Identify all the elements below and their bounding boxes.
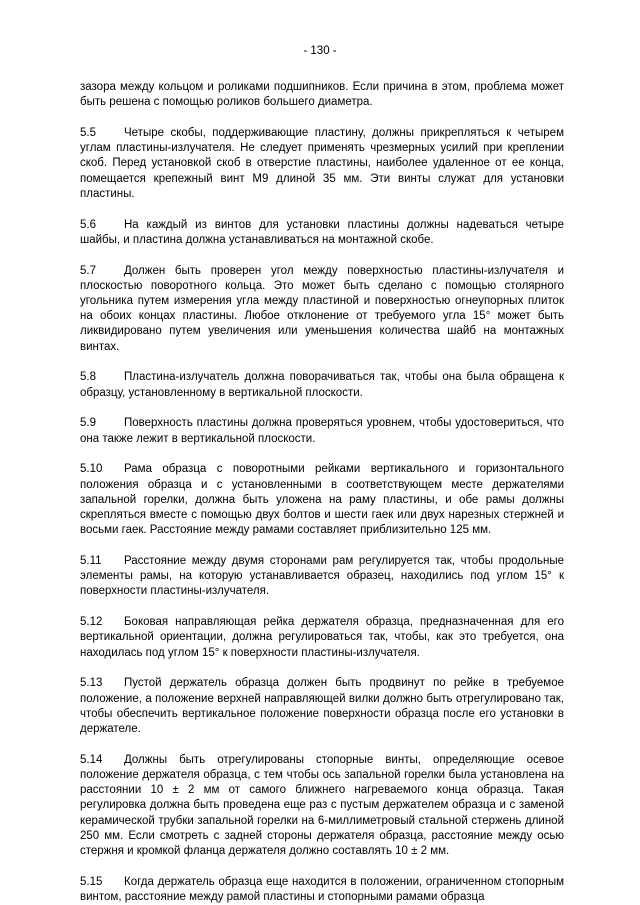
paragraph-text: Должен быть проверен угол между поверхностью пластины-излучателя и плоскостью поворотного кольца. Это может быть сделано с помощью столярного угольника путем измерения угла между пластиной и поверхностью огнеупорных плиток на обоих концах пластины. Любое отклонение от требуемого угла 15° может быть ликвидировано путем увеличения или уменьшения количества шайб на монтажных винтах. bbox=[80, 264, 564, 353]
paragraph-number: 5.10 bbox=[80, 463, 103, 476]
paragraph-5-14 bbox=[80, 753, 564, 859]
document-body bbox=[80, 80, 564, 905]
paragraph-5-8 bbox=[80, 370, 564, 400]
paragraph-5-6 bbox=[80, 218, 564, 248]
paragraph-text: Четыре скобы, поддерживающие пластину, должны прикрепляться к четырем углам пластины-излучателя. Не следует применять чрезмерных усилий при креплении скоб. Перед установкой скоб в отверстие пластины, наиболее удаленное от ее конца, помещается крепежный винт M9 длиной 35 мм. Эти винты служат для установки пластины. bbox=[80, 127, 564, 200]
paragraph-number: 5.8 bbox=[80, 371, 96, 384]
paragraph-number: 5.12 bbox=[80, 616, 103, 629]
paragraph-text: Рама образца с поворотными рейками вертикального и горизонтального положения образца и с установленными в соответствующем месте держателями запальной горелки, должна быть уложена на раму пластины, и обе рамы должны скрепляться вместе с помощью двух болтов и шести гаек или двух нарезных стержней и восьми гаек. Расстояние между рамами составляет приблизительно 125 мм. bbox=[80, 463, 564, 537]
paragraph-5-11 bbox=[80, 554, 564, 600]
paragraph-number: 5.9 bbox=[80, 417, 96, 430]
paragraph-5-9 bbox=[80, 416, 564, 446]
paragraph-text: Пластина-излучатель должна поворачиваться так, чтобы она была обращена к образцу, установленному в вертикальной плоскости. bbox=[80, 371, 564, 399]
paragraph-text: Боковая направляющая рейка держателя образца, предназначенная для его вертикальной ориентации, должна регулироваться так, чтобы, как это требуется, она находилась под углом 15° к поверхности пластины-излучателя. bbox=[80, 616, 564, 659]
paragraph-number: 5.13 bbox=[80, 677, 103, 690]
paragraph-text: Должны быть отрегулированы стопорные винты, определяющие осевое положение держателя образца, с тем чтобы ось запальной горелки была установлена на расстоянии 10 ± 2 мм от самого ближнего нагреваемого конца образца. Такая регулировка должна быть проведена еще раз с пустым держателем образца и с заменой керамической трубки запальной горелки на 6-миллиметровый стальной стержень длиной 250 мм. Если смотреть с задней стороны держателя образца, расстояние между осью стержня и кромкой фланца держателя должно составлять 10 ± 2 мм. bbox=[80, 753, 564, 858]
paragraph-number: 5.6 bbox=[80, 218, 96, 231]
page-number: - 130 - bbox=[303, 45, 337, 57]
paragraph-text: Расстояние между двумя сторонами рам регулируется так, чтобы продольные элементы рамы, на которую устанавливается образец, находились под углом 15° к поверхности пластины-излучателя. bbox=[80, 555, 564, 598]
paragraph-number: 5.11 bbox=[80, 555, 102, 568]
paragraph-5-13 bbox=[80, 676, 564, 737]
paragraph-number: 5.14 bbox=[80, 753, 103, 766]
paragraph-5-10 bbox=[80, 462, 564, 538]
paragraph-number: 5.7 bbox=[80, 264, 96, 277]
paragraph-number: 5.15 bbox=[80, 875, 103, 888]
paragraph-text: Пустой держатель образца должен быть продвинут по рейке в требуемое положение, а положение верхней направляющей вилки должно быть отрегулировано так, чтобы обеспечить вертикальное положение поверхности образца после его установки в держателе. bbox=[80, 677, 564, 736]
paragraph-5-15 bbox=[80, 875, 564, 905]
paragraph-5-5 bbox=[80, 126, 564, 202]
intro-paragraph: зазора между кольцом и роликами подшипников. Если причина в этом, проблема может быть решена с помощью роликов большего диаметра. bbox=[80, 81, 564, 109]
paragraph-text: Поверхность пластины должна проверяться уровнем, чтобы удостовериться, что она также лежит в вертикальной плоскости. bbox=[80, 417, 564, 445]
paragraph-text: На каждый из винтов для установки пластины должны надеваться четыре шайбы, и пластина должна устанавливаться на монтажной скобе. bbox=[80, 218, 564, 246]
paragraph-5-12 bbox=[80, 615, 564, 661]
paragraph-5-7 bbox=[80, 264, 564, 355]
paragraph-number: 5.5 bbox=[80, 127, 96, 139]
paragraph-text: Когда держатель образца еще находится в положении, ограниченном стопорным винтом, расстояние между рамой пластины и стопорными рамами образца bbox=[80, 875, 564, 904]
